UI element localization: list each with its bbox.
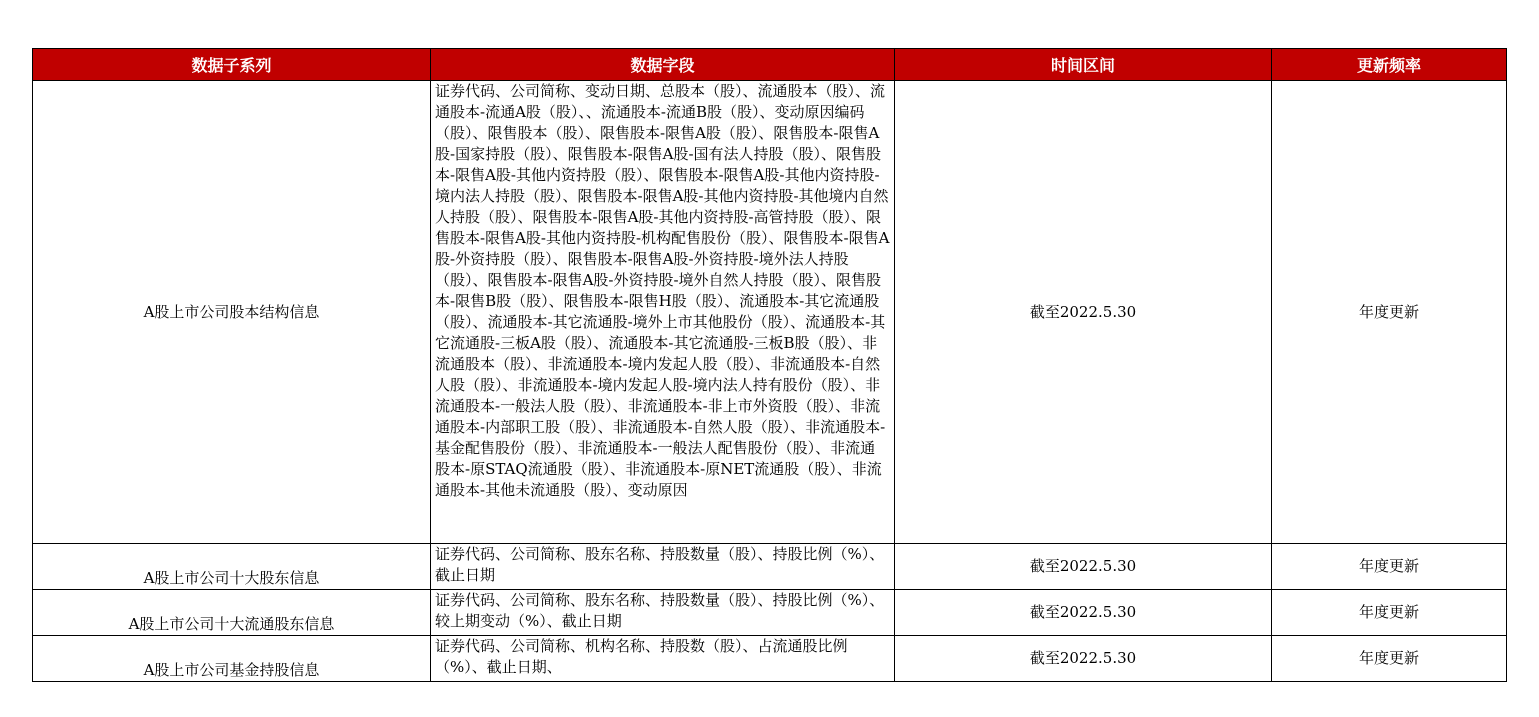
column-header-frequency: 更新频率 [1272, 49, 1507, 81]
fields-cell: 证券代码、公司简称、股东名称、持股数量（股）、持股比例（%）、截止日期 [431, 544, 895, 590]
series-cell: A股上市公司十大股东信息 [33, 544, 431, 590]
series-cell: A股上市公司基金持股信息 [33, 636, 431, 682]
period-cell: 截至2022.5.30 [895, 590, 1272, 636]
column-header-period: 时间区间 [895, 49, 1272, 81]
fields-cell: 证券代码、公司简称、机构名称、持股数（股）、占流通股比例（%）、截止日期、 [431, 636, 895, 682]
fields-cell: 证券代码、公司简称、股东名称、持股数量（股）、持股比例（%）、较上期变动（%）、截止日期 [431, 590, 895, 636]
period-cell: 截至2022.5.30 [895, 636, 1272, 682]
frequency-cell: 年度更新 [1272, 590, 1507, 636]
table-row [33, 81, 1507, 544]
table-body [33, 81, 1507, 682]
table-row [33, 544, 1507, 590]
frequency-cell: 年度更新 [1272, 81, 1507, 544]
fields-cell: 证券代码、公司简称、变动日期、总股本（股）、流通股本（股）、流通股本-流通A股（股）、、流通股本-流通B股（股）、变动原因编码（股）、限售股本（股）、限售股本-限售A股（股）、限售股本-限售A股-国家持股（股）、限售股本-限售A股-国有法人持股（股）、限售股本-限售A股-其他内资持股（股）、限售股本-限售A股-其他内资持股-境内法人持股（股）、限售股本-限售A股-其他内资持股-其他境内自然人持股（股）、限售股本-限售A股-其他内资持股-高管持股（股）、限售股本-限售A股-其他内资持股-机构配售股份（股）、限售股本-限售A股-外资持股（股）、限售股本-限售A股-外资持股-境外法人持股（股）、限售股本-限售A股-外资持股-境外自然人持股（股）、限售股本-限售B股（股）、限售股本-限售H股（股）、流通股本-其它流通股（股）、流通股本-其它流通股-境外上市其他股份（股）、流通股本-其它流通股-三板A股（股）、流通股本-其它流通股-三板B股（股）、非流通股本（股）、非流通股本-境内发起人股（股）、非流通股本-自然人股（股）、非流通股本-境内发起人股-境内法人持有股份（股）、非流通股本-一般法人股（股）、非流通股本-非上市外资股（股）、非流通股本-内部职工股（股）、非流通股本-自然人股（股）、非流通股本-基金配售股份（股）、非流通股本-一般法人配售股份（股）、非流通股本-原STAQ流通股（股）、非流通股本-原NET流通股（股）、非流通股本-其他未流通股（股）、变动原因 [431, 81, 895, 544]
table-header [33, 49, 1507, 81]
series-cell: A股上市公司十大流通股东信息 [33, 590, 431, 636]
frequency-cell: 年度更新 [1272, 544, 1507, 590]
series-cell: A股上市公司股本结构信息 [33, 81, 431, 544]
period-cell: 截至2022.5.30 [895, 81, 1272, 544]
table-row [33, 636, 1507, 682]
frequency-cell: 年度更新 [1272, 636, 1507, 682]
data-dictionary-table [32, 48, 1507, 682]
header-row [33, 49, 1507, 81]
period-cell: 截至2022.5.30 [895, 544, 1272, 590]
table-row [33, 590, 1507, 636]
column-header-series: 数据子系列 [33, 49, 431, 81]
column-header-fields: 数据字段 [431, 49, 895, 81]
